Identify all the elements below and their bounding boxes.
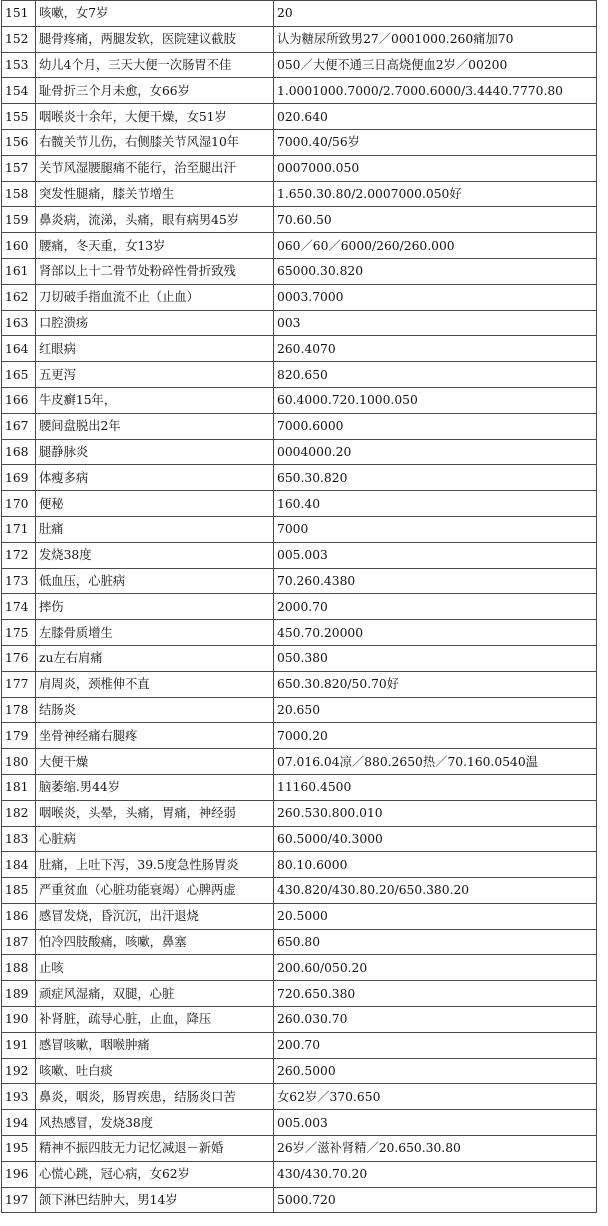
row-number-cell: 187 <box>2 929 36 955</box>
row-number-cell: 153 <box>2 52 36 78</box>
code-cell: 女62岁／370.650 <box>274 1084 597 1110</box>
row-number-cell: 168 <box>2 439 36 465</box>
symptom-cell: 止咳 <box>36 955 274 981</box>
symptom-cell: 左膝骨质增生 <box>36 620 274 646</box>
symptom-cell: 颌下淋巴结肿大，男14岁 <box>36 1187 274 1213</box>
table-row <box>2 903 597 929</box>
table-row <box>2 1032 597 1058</box>
row-number-cell: 164 <box>2 336 36 362</box>
code-cell: 7000.20 <box>274 723 597 749</box>
symptom-cell: 怕冷四肢酸痛，咳嗽，鼻塞 <box>36 929 274 955</box>
row-number-cell: 182 <box>2 800 36 826</box>
symptom-cell: 严重贫血（心脏功能衰竭）心脾两虚 <box>36 878 274 904</box>
symptom-cell: 咽喉炎十余年，大便干燥，女51岁 <box>36 104 274 130</box>
symptom-cell: 口腔溃疡 <box>36 310 274 336</box>
row-number-cell: 190 <box>2 1007 36 1033</box>
code-cell: 720.650.380 <box>274 981 597 1007</box>
table-row <box>2 568 597 594</box>
row-number-cell: 152 <box>2 26 36 52</box>
code-cell: 260.030.70 <box>274 1007 597 1033</box>
row-number-cell: 194 <box>2 1110 36 1136</box>
code-cell: 5000.720 <box>274 1187 597 1213</box>
code-cell: 200.70 <box>274 1032 597 1058</box>
symptom-cell: 坐骨神经痛右腿疼 <box>36 723 274 749</box>
symptom-cell: 耻骨折三个月未愈，女66岁 <box>36 78 274 104</box>
code-cell: 650.80 <box>274 929 597 955</box>
code-cell: 005.003 <box>274 1110 597 1136</box>
row-number-cell: 193 <box>2 1084 36 1110</box>
symptom-cell: zu左右肩痛 <box>36 645 274 671</box>
symptom-cell: 感冒发烧，昏沉沉，出汗退烧 <box>36 903 274 929</box>
row-number-cell: 197 <box>2 1187 36 1213</box>
code-cell: 050.380 <box>274 645 597 671</box>
row-number-cell: 195 <box>2 1136 36 1162</box>
row-number-cell: 183 <box>2 826 36 852</box>
remedy-table <box>1 0 597 1213</box>
table-row <box>2 929 597 955</box>
table-row <box>2 52 597 78</box>
symptom-cell: 幼儿4个月，三天大便一次肠胃不佳 <box>36 52 274 78</box>
table-row <box>2 878 597 904</box>
table-row <box>2 981 597 1007</box>
table-row <box>2 1007 597 1033</box>
row-number-cell: 181 <box>2 774 36 800</box>
code-cell: 650.30.820 <box>274 465 597 491</box>
code-cell: 70.60.50 <box>274 207 597 233</box>
row-number-cell: 156 <box>2 129 36 155</box>
symptom-cell: 补肾脏，疏导心脏，止血，降压 <box>36 1007 274 1033</box>
row-number-cell: 191 <box>2 1032 36 1058</box>
table-row <box>2 620 597 646</box>
row-number-cell: 178 <box>2 697 36 723</box>
symptom-cell: 肚痛 <box>36 516 274 542</box>
code-cell: 2000.70 <box>274 594 597 620</box>
row-number-cell: 186 <box>2 903 36 929</box>
remedy-table-body <box>2 1 597 1213</box>
row-number-cell: 155 <box>2 104 36 130</box>
symptom-cell: 刀切破手指血流不止（止血） <box>36 284 274 310</box>
symptom-cell: 肚痛，上吐下泻，39.5度急性肠胃炎 <box>36 852 274 878</box>
table-row <box>2 26 597 52</box>
code-cell: 20.5000 <box>274 903 597 929</box>
table-row <box>2 233 597 259</box>
symptom-cell: 摔伤 <box>36 594 274 620</box>
row-number-cell: 173 <box>2 568 36 594</box>
table-row <box>2 465 597 491</box>
row-number-cell: 171 <box>2 516 36 542</box>
code-cell: 430/430.70.20 <box>274 1161 597 1187</box>
row-number-cell: 169 <box>2 465 36 491</box>
table-row <box>2 1110 597 1136</box>
row-number-cell: 189 <box>2 981 36 1007</box>
code-cell: 7000.6000 <box>274 413 597 439</box>
symptom-cell: 心慌心跳，冠心病，女62岁 <box>36 1161 274 1187</box>
symptom-cell: 鼻炎，咽炎，肠胃疾患，结肠炎口苦 <box>36 1084 274 1110</box>
row-number-cell: 154 <box>2 78 36 104</box>
table-row <box>2 310 597 336</box>
table-row <box>2 800 597 826</box>
table-row <box>2 78 597 104</box>
code-cell: 07.016.04凉／880.2650热／70.160.0540温 <box>274 749 597 775</box>
row-number-cell: 158 <box>2 181 36 207</box>
table-row <box>2 181 597 207</box>
symptom-cell: 鼻炎病，流涕，头痛，眼有病男45岁 <box>36 207 274 233</box>
symptom-cell: 腰痛，冬天重，女13岁 <box>36 233 274 259</box>
symptom-cell: 肩周炎，颈椎伸不直 <box>36 671 274 697</box>
code-cell: 020.640 <box>274 104 597 130</box>
table-row <box>2 723 597 749</box>
code-cell: 0004000.20 <box>274 439 597 465</box>
symptom-cell: 突发性腿痛，膝关节增生 <box>36 181 274 207</box>
table-row <box>2 774 597 800</box>
row-number-cell: 151 <box>2 1 36 27</box>
row-number-cell: 184 <box>2 852 36 878</box>
code-cell: 1.0001000.7000/2.7000.6000/3.4440.7770.80 <box>274 78 597 104</box>
row-number-cell: 177 <box>2 671 36 697</box>
row-number-cell: 167 <box>2 413 36 439</box>
symptom-cell: 精神不振四肢无力记忆减退－新婚 <box>36 1136 274 1162</box>
code-cell: 80.10.6000 <box>274 852 597 878</box>
code-cell: 003 <box>274 310 597 336</box>
code-cell: 005.003 <box>274 542 597 568</box>
table-row <box>2 1161 597 1187</box>
table-row <box>2 594 597 620</box>
row-number-cell: 179 <box>2 723 36 749</box>
symptom-cell: 肾部以上十二骨节处粉碎性骨折致残 <box>36 258 274 284</box>
code-cell: 65000.30.820 <box>274 258 597 284</box>
table-row <box>2 104 597 130</box>
row-number-cell: 172 <box>2 542 36 568</box>
symptom-cell: 腿静脉炎 <box>36 439 274 465</box>
code-cell: 7000.40/56岁 <box>274 129 597 155</box>
code-cell: 70.260.4380 <box>274 568 597 594</box>
row-number-cell: 166 <box>2 387 36 413</box>
row-number-cell: 188 <box>2 955 36 981</box>
row-number-cell: 185 <box>2 878 36 904</box>
row-number-cell: 196 <box>2 1161 36 1187</box>
table-row <box>2 645 597 671</box>
symptom-cell: 大便干燥 <box>36 749 274 775</box>
code-cell: 050／大便不通三日高烧便血2岁／00200 <box>274 52 597 78</box>
symptom-cell: 体瘦多病 <box>36 465 274 491</box>
table-row <box>2 1136 597 1162</box>
row-number-cell: 174 <box>2 594 36 620</box>
code-cell: 11160.4500 <box>274 774 597 800</box>
symptom-cell: 右髋关节儿伤，右侧膝关节风湿10年 <box>36 129 274 155</box>
symptom-cell: 感冒咳嗽，咽喉肿痛 <box>36 1032 274 1058</box>
table-row <box>2 284 597 310</box>
table-row <box>2 258 597 284</box>
table-row <box>2 491 597 517</box>
row-number-cell: 162 <box>2 284 36 310</box>
table-row <box>2 516 597 542</box>
table-row <box>2 852 597 878</box>
row-number-cell: 160 <box>2 233 36 259</box>
table-row <box>2 129 597 155</box>
table-row <box>2 671 597 697</box>
table-row <box>2 542 597 568</box>
symptom-cell: 风热感冒，发烧38度 <box>36 1110 274 1136</box>
symptom-cell: 结肠炎 <box>36 697 274 723</box>
table-row <box>2 1 597 27</box>
row-number-cell: 157 <box>2 155 36 181</box>
symptom-cell: 五更泻 <box>36 362 274 388</box>
table-row <box>2 1187 597 1213</box>
table-row <box>2 336 597 362</box>
code-cell: 200.60/050.20 <box>274 955 597 981</box>
table-row <box>2 697 597 723</box>
code-cell: 260.5000 <box>274 1058 597 1084</box>
code-cell: 820.650 <box>274 362 597 388</box>
row-number-cell: 192 <box>2 1058 36 1084</box>
code-cell: 20.650 <box>274 697 597 723</box>
symptom-cell: 咳嗽，女7岁 <box>36 1 274 27</box>
table-row <box>2 1084 597 1110</box>
row-number-cell: 165 <box>2 362 36 388</box>
table-row <box>2 362 597 388</box>
symptom-cell: 低血压，心脏病 <box>36 568 274 594</box>
code-cell: 160.40 <box>274 491 597 517</box>
table-row <box>2 955 597 981</box>
symptom-cell: 顽症风湿痛，双腿，心脏 <box>36 981 274 1007</box>
code-cell: 0007000.050 <box>274 155 597 181</box>
table-row <box>2 413 597 439</box>
row-number-cell: 161 <box>2 258 36 284</box>
code-cell: 20 <box>274 1 597 27</box>
symptom-cell: 咳嗽、吐白痰 <box>36 1058 274 1084</box>
symptom-cell: 脑萎缩.男44岁 <box>36 774 274 800</box>
code-cell: 650.30.820/50.70好 <box>274 671 597 697</box>
symptom-cell: 腿骨疼痛，两腿发软，医院建议截肢 <box>36 26 274 52</box>
table-row <box>2 826 597 852</box>
code-cell: 060／60／6000/260/260.000 <box>274 233 597 259</box>
code-cell: 7000 <box>274 516 597 542</box>
symptom-cell: 便秘 <box>36 491 274 517</box>
code-cell: 260.4070 <box>274 336 597 362</box>
row-number-cell: 170 <box>2 491 36 517</box>
symptom-cell: 发烧38度 <box>36 542 274 568</box>
symptom-cell: 咽喉炎，头晕，头痛，胃痛，神经弱 <box>36 800 274 826</box>
row-number-cell: 163 <box>2 310 36 336</box>
code-cell: 430.820/430.80.20/650.380.20 <box>274 878 597 904</box>
symptom-cell: 红眼病 <box>36 336 274 362</box>
table-row <box>2 439 597 465</box>
symptom-cell: 关节风湿腰腿痛不能行，治至腿出汗 <box>36 155 274 181</box>
row-number-cell: 159 <box>2 207 36 233</box>
code-cell: 60.4000.720.1000.050 <box>274 387 597 413</box>
code-cell: 60.5000/40.3000 <box>274 826 597 852</box>
row-number-cell: 175 <box>2 620 36 646</box>
code-cell: 1.650.30.80/2.0007000.050好 <box>274 181 597 207</box>
code-cell: 26岁／滋补肾精／20.650.30.80 <box>274 1136 597 1162</box>
symptom-cell: 心脏病 <box>36 826 274 852</box>
code-cell: 0003.7000 <box>274 284 597 310</box>
row-number-cell: 180 <box>2 749 36 775</box>
table-row <box>2 387 597 413</box>
row-number-cell: 176 <box>2 645 36 671</box>
code-cell: 260.530.800.010 <box>274 800 597 826</box>
table-row <box>2 155 597 181</box>
table-row <box>2 207 597 233</box>
table-row <box>2 1058 597 1084</box>
table-row <box>2 749 597 775</box>
symptom-cell: 牛皮癣15年， <box>36 387 274 413</box>
code-cell: 认为糖尿所致男27／0001000.260痛加70 <box>274 26 597 52</box>
code-cell: 450.70.20000 <box>274 620 597 646</box>
symptom-cell: 腰间盘脱出2年 <box>36 413 274 439</box>
